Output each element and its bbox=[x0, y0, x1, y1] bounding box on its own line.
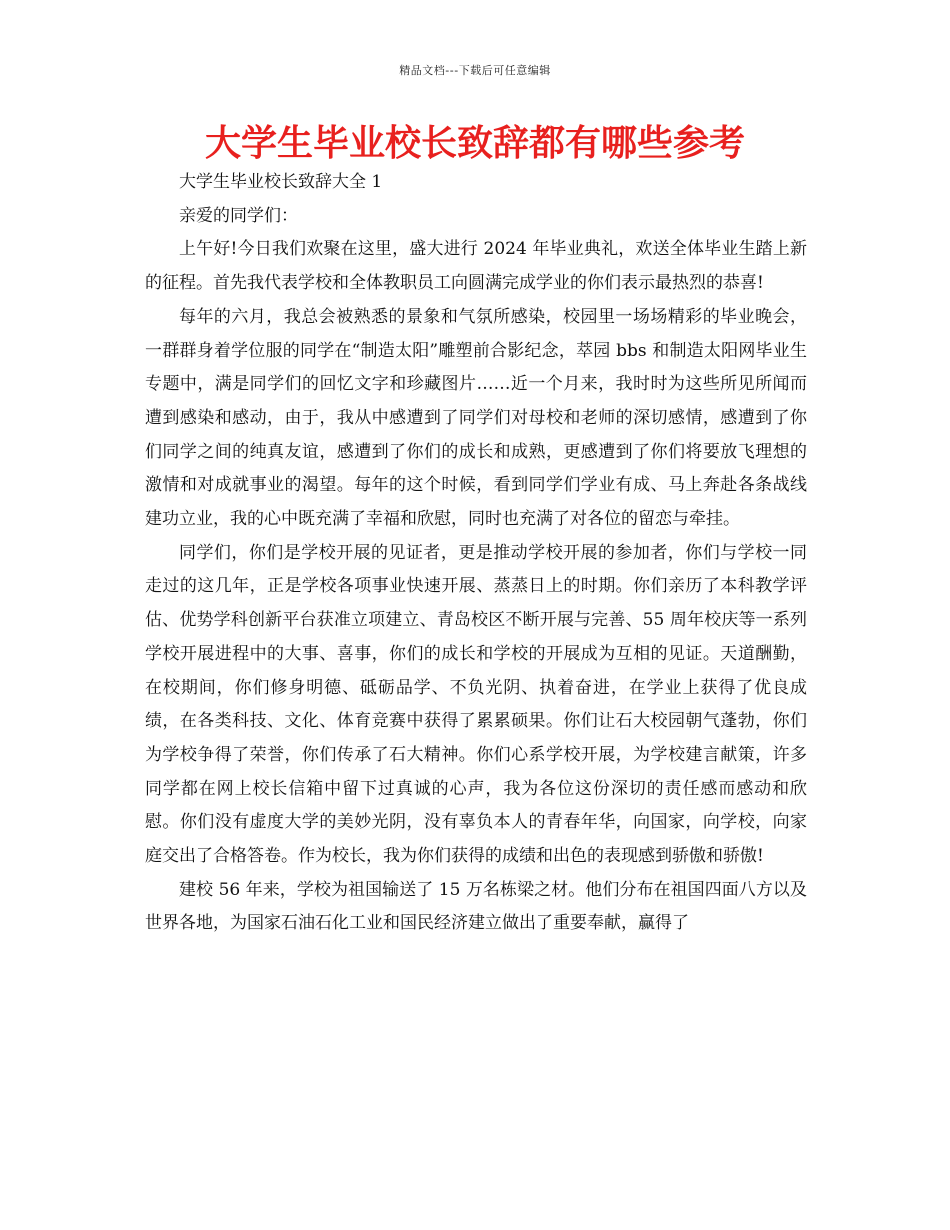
document-title: 大学生毕业校长致辞都有哪些参考 bbox=[204, 123, 745, 164]
paragraph-june: 每年的六月，我总会被熟悉的景象和气氛所感染，校园里一场场精彩的毕业晚会，一群群身着学位服的同学在“制造太阳”雕塑前合影纪念，萃园 bbs 和制造太阳网毕业生专题中，满是同学们的回忆文字和珍藏图片……近一个月来，我时时为这些所见所闻而遭到感染和感动，由于，我从中感遭到了同学们对母校和老师的深切感情，感遭到了你们同学之间的纯真友谊，感遭到了你们的成长和成熟，更感遭到了你们将要放飞理想的激情和对成就事业的渴望。每年的这个时候，看到同学们学业有成、马上奔赴各条战线建功立业，我的心中既充满了幸福和欣慰，同时也充满了对各位的留恋与牵挂。 bbox=[145, 306, 807, 530]
document-body bbox=[145, 166, 807, 941]
paragraph-history: 建校 56 年来，学校为祖国输送了 15 万名栋梁之材。他们分布在祖国四面八方以及世界各地，为国家石油石化工业和国民经济建立做出了重要奉献，赢得了 bbox=[145, 879, 807, 934]
document-subtitle: 大学生毕业校长致辞大全 1 bbox=[179, 172, 383, 192]
paragraph-greeting: 亲爱的同学们： bbox=[179, 205, 298, 226]
paragraph-welcome: 上午好!今日我们欢聚在这里，盛大进行 2024 年毕业典礼，欢送全体毕业生踏上新的征程。首先我代表学校和全体教职员工向圆满完成学业的你们表示最热烈的恭喜! bbox=[145, 239, 807, 294]
header-note: 精品文档---下载后可任意编辑 bbox=[399, 64, 551, 77]
paragraph-witness: 同学们，你们是学校开展的见证者，更是推动学校开展的参加者，你们与学校一同走过的这几年，正是学校各项事业快速开展、蒸蒸日上的时期。你们亲历了本科教学评估、优势学科创新平台获准立项建立、青岛校区不断开展与完善、55 周年校庆等一系列学校开展进程中的大事、喜事，你们的成长和学校的开展成为互相的见证。天道酬勤，在校期间，你们修身明德、砥砺品学、不负光阴、执着奋进，在学业上获得了优良成绩，在各类科技、文化、体育竞赛中获得了累累硕果。你们让石大校园朝气蓬勃，你们为学校争得了荣誉，你们传承了石大精神。你们心系学校开展，为学校建言献策，许多同学都在网上校长信箱中留下过真诚的心声，我为各位这份深切的责任感而感动和欣慰。你们没有虚度大学的美妙光阴，没有辜负本人的青春年华，向国家，向学校，向家庭交出了合格答卷。作为校长，我为你们获得的成绩和出色的表现感到骄傲和骄傲! bbox=[145, 542, 807, 867]
